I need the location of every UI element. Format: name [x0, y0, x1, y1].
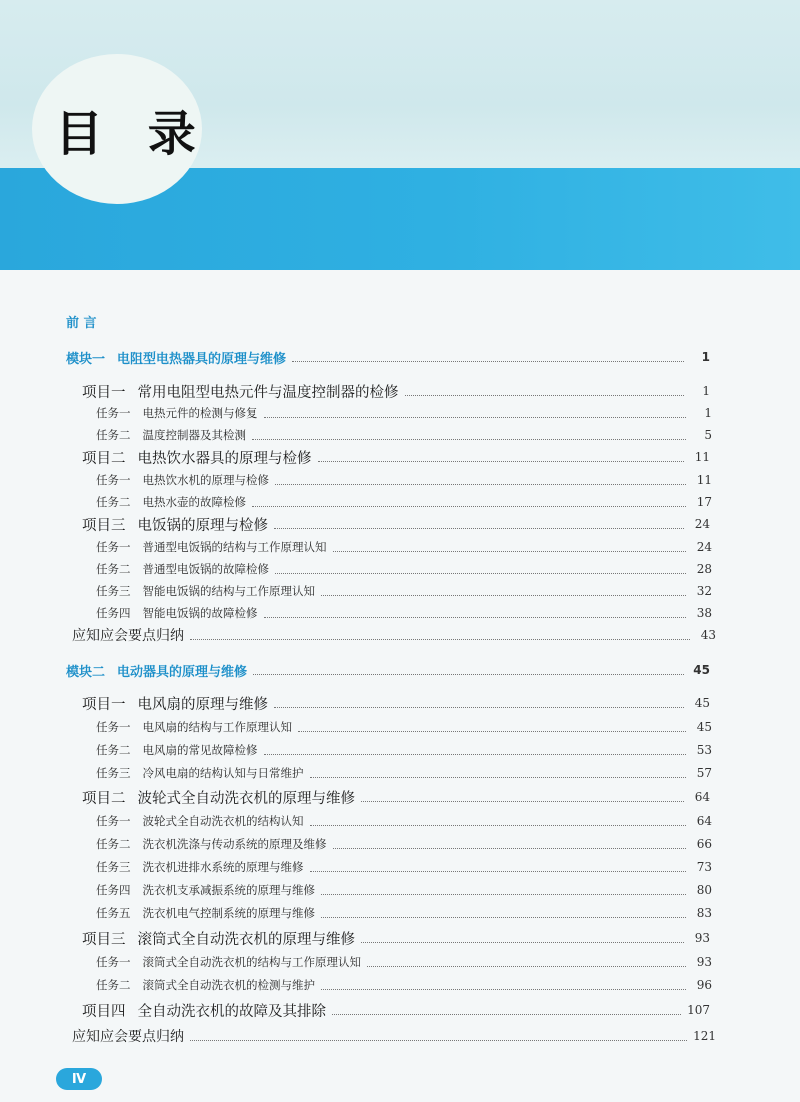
- toc-task-row[interactable]: [96, 602, 712, 624]
- dot-leader: [253, 674, 684, 675]
- toc-entry-label: [96, 765, 304, 781]
- toc-project-row[interactable]: [82, 786, 710, 808]
- toc-entry-number: 模块二: [66, 664, 106, 680]
- toc-entry-number: 任务二: [96, 743, 131, 757]
- toc-entry-title: 滚筒式全自动洗衣机的检测与维护: [142, 978, 315, 992]
- toc-entry-title: 前 言: [66, 315, 97, 331]
- toc-entry-label: [82, 928, 355, 949]
- toc-page-number: 11: [694, 450, 710, 464]
- toc-page-number: 45: [693, 663, 710, 677]
- toc-entry-title: 波轮式全自动洗衣机的结构认知: [142, 814, 304, 828]
- toc-task-row[interactable]: [96, 739, 712, 761]
- toc-entry-title: 洗衣机进排水系统的原理与维修: [142, 860, 304, 874]
- toc-entry-label: [96, 859, 304, 875]
- toc-module-row[interactable]: [66, 346, 710, 368]
- toc-entry-label: [96, 561, 269, 577]
- toc-page-number: 38: [696, 606, 712, 620]
- toc-task-row[interactable]: [96, 833, 712, 855]
- toc-entry-title: 电热饮水机的原理与检修: [142, 473, 269, 487]
- dot-leader: [332, 1014, 681, 1015]
- toc-task-row[interactable]: [96, 716, 712, 738]
- dot-leader: [298, 731, 686, 732]
- toc-page-number: 1: [701, 350, 710, 364]
- toc-summary-row[interactable]: [72, 1025, 716, 1047]
- dot-leader: [361, 942, 684, 943]
- toc-entry-label: [66, 312, 97, 331]
- dot-leader: [321, 917, 686, 918]
- toc-entry-label: [96, 427, 246, 443]
- toc-entry-title: 电风扇的常见故障检修: [142, 743, 258, 757]
- dot-leader: [321, 894, 686, 895]
- toc-entry-title: 波轮式全自动洗衣机的原理与维修: [137, 790, 355, 807]
- dot-leader: [361, 801, 684, 802]
- dot-leader: [252, 439, 686, 440]
- dot-leader: [292, 361, 684, 362]
- toc-page-number: 121: [693, 1029, 716, 1043]
- toc-entry-title: 冷风电扇的结构认知与日常维护: [142, 766, 304, 780]
- toc-entry-title: 全自动洗衣机的故障及其排除: [137, 1003, 326, 1020]
- toc-entry-number: 任务一: [96, 720, 131, 734]
- toc-entry-number: 任务一: [96, 473, 131, 487]
- toc-page-number: 64: [694, 790, 710, 804]
- toc-entry-label: [66, 661, 247, 680]
- toc-page-number: 17: [696, 495, 712, 509]
- toc-task-row[interactable]: [96, 879, 712, 901]
- dot-leader: [310, 777, 687, 778]
- toc-entry-number: 项目二: [82, 450, 126, 467]
- toc-page-number: 107: [687, 1003, 710, 1017]
- toc-task-row[interactable]: [96, 402, 712, 424]
- toc-entry-number: 任务三: [96, 766, 131, 780]
- toc-task-row[interactable]: [96, 424, 712, 446]
- toc-project-row[interactable]: [82, 513, 710, 535]
- toc-page-number: 80: [696, 883, 712, 897]
- dot-leader: [264, 417, 687, 418]
- toc-entry-label: [96, 905, 315, 921]
- toc-entry-label: [82, 1000, 326, 1021]
- dot-leader: [333, 551, 687, 552]
- toc-entry-title: 电风扇的原理与维修: [137, 696, 268, 713]
- toc-entry-label: [96, 977, 315, 993]
- toc-entry-label: [96, 605, 258, 621]
- dot-leader: [310, 871, 687, 872]
- toc-entry-label: [66, 348, 286, 367]
- toc-page-number: 1: [702, 384, 710, 398]
- toc-task-row[interactable]: [96, 491, 712, 513]
- toc-entry-number: 任务四: [96, 883, 131, 897]
- toc-page-number: 93: [694, 931, 710, 945]
- toc-entry-title: 普通型电饭锅的故障检修: [142, 562, 269, 576]
- toc-entry-title: 电饭锅的原理与检修: [137, 517, 268, 534]
- toc-entry-title: 洗衣机洗涤与传动系统的原理及维修: [142, 837, 327, 851]
- toc-entry-number: 项目四: [82, 1003, 126, 1020]
- toc-page-number: 24: [696, 540, 712, 554]
- toc-entry-number: 任务三: [96, 860, 131, 874]
- toc-task-row[interactable]: [96, 974, 712, 996]
- toc-page-number: 93: [696, 955, 712, 969]
- toc-page-number: 5: [704, 428, 712, 442]
- toc-project-row[interactable]: [82, 692, 710, 714]
- toc-entry-number: 项目三: [82, 517, 126, 534]
- toc-entry-number: 项目一: [82, 384, 126, 401]
- toc-entry-label: [72, 1026, 184, 1046]
- toc-entry-title: 应知应会要点归纳: [72, 1029, 184, 1045]
- toc-entry-number: 任务二: [96, 978, 131, 992]
- toc-page-number: 28: [696, 562, 712, 576]
- toc-project-row[interactable]: [82, 927, 710, 949]
- toc-page-number: 83: [696, 906, 712, 920]
- page-title: 目 录: [55, 106, 210, 162]
- toc-page-number: 66: [696, 837, 712, 851]
- dot-leader: [275, 484, 686, 485]
- toc-entry-title: 智能电饭锅的故障检修: [142, 606, 258, 620]
- toc-entry-label: [96, 813, 304, 829]
- toc-entry-title: 电阻型电热器具的原理与维修: [117, 351, 287, 367]
- toc-entry-title: 常用电阻型电热元件与温度控制器的检修: [137, 384, 399, 401]
- toc-entry-title: 应知应会要点归纳: [72, 628, 184, 644]
- toc-page-number: 11: [696, 473, 712, 487]
- toc-page-number: 73: [696, 860, 712, 874]
- toc-page-number: 24: [694, 517, 710, 531]
- dot-leader: [318, 461, 685, 462]
- toc-entry-number: 任务一: [96, 955, 131, 969]
- toc-project-row[interactable]: [82, 380, 710, 402]
- toc-entry-label: [96, 494, 246, 510]
- toc-entry-label: [82, 514, 268, 535]
- toc-project-row[interactable]: [82, 446, 710, 468]
- dot-leader: [367, 966, 686, 967]
- toc-page-number: 45: [696, 720, 712, 734]
- toc-page-number: 96: [696, 978, 712, 992]
- toc-module-row[interactable]: [66, 659, 710, 681]
- toc-entry-title: 电热饮水器具的原理与检修: [137, 450, 312, 467]
- toc-entry-label: [96, 954, 361, 970]
- toc-entry-title: 温度控制器及其检测: [142, 428, 246, 442]
- dot-leader: [274, 707, 684, 708]
- toc-page-number: 57: [696, 766, 712, 780]
- toc-entry-label: [82, 693, 268, 714]
- toc-entry-label: [96, 836, 327, 852]
- toc-entry-number: 项目三: [82, 931, 126, 948]
- toc-entry-label: [96, 539, 327, 555]
- dot-leader: [321, 595, 686, 596]
- toc-entry-number: 任务一: [96, 814, 131, 828]
- toc-page-number: 45: [694, 696, 710, 710]
- toc-entry-label: [96, 472, 269, 488]
- toc-entry-title: 滚筒式全自动洗衣机的结构与工作原理认知: [142, 955, 361, 969]
- toc-entry-title: 智能电饭锅的结构与工作原理认知: [142, 584, 315, 598]
- dot-leader: [252, 506, 686, 507]
- toc-project-row[interactable]: [82, 999, 710, 1021]
- toc-entry-number: 任务一: [96, 540, 131, 554]
- toc-page-number: 1: [704, 406, 712, 420]
- toc-entry-number: 项目二: [82, 790, 126, 807]
- page-number-badge: Ⅳ: [56, 1068, 102, 1090]
- toc-task-row[interactable]: [96, 951, 712, 973]
- toc-page-number: 64: [696, 814, 712, 828]
- toc-pre-row[interactable]: [66, 310, 690, 332]
- toc-page-number: 53: [696, 743, 712, 757]
- toc-entry-title: 洗衣机支承减振系统的原理与维修: [142, 883, 315, 897]
- toc-entry-number: 任务三: [96, 584, 131, 598]
- toc-entry-label: [96, 882, 315, 898]
- toc-entry-number: 任务二: [96, 562, 131, 576]
- toc-entry-label: [72, 625, 184, 645]
- toc-entry-number: 任务二: [96, 495, 131, 509]
- toc-entry-number: 任务一: [96, 406, 131, 420]
- dot-leader: [275, 573, 686, 574]
- toc-entry-number: 任务四: [96, 606, 131, 620]
- toc-task-row[interactable]: [96, 810, 712, 832]
- toc-task-row[interactable]: [96, 558, 712, 580]
- dot-leader: [333, 848, 687, 849]
- toc-entry-label: [96, 719, 292, 735]
- toc-entry-title: 普通型电饭锅的结构与工作原理认知: [142, 540, 327, 554]
- toc-entry-number: 项目一: [82, 696, 126, 713]
- toc-task-row[interactable]: [96, 902, 712, 924]
- toc-entry-number: 任务二: [96, 428, 131, 442]
- toc-entry-label: [82, 447, 312, 468]
- dot-leader: [264, 754, 687, 755]
- toc-summary-row[interactable]: [72, 624, 716, 646]
- toc-entry-label: [82, 787, 355, 808]
- dot-leader: [310, 825, 687, 826]
- toc-entry-number: 任务五: [96, 906, 131, 920]
- dot-leader: [405, 395, 685, 396]
- toc-task-row[interactable]: [96, 580, 712, 602]
- dot-leader: [190, 639, 690, 640]
- toc-entry-label: [96, 742, 258, 758]
- dot-leader: [321, 989, 686, 990]
- dot-leader: [274, 528, 684, 529]
- toc-entry-number: 任务二: [96, 837, 131, 851]
- toc-entry-title: 洗衣机电气控制系统的原理与维修: [142, 906, 315, 920]
- toc-entry-title: 电风扇的结构与工作原理认知: [142, 720, 292, 734]
- toc-task-row[interactable]: [96, 856, 712, 878]
- toc-page-number: 32: [696, 584, 712, 598]
- toc-entry-title: 电动器具的原理与维修: [117, 664, 248, 680]
- toc-entry-title: 滚筒式全自动洗衣机的原理与维修: [137, 931, 355, 948]
- toc-entry-label: [96, 583, 315, 599]
- toc-entry-title: 电热水壶的故障检修: [142, 495, 246, 509]
- dot-leader: [264, 617, 687, 618]
- toc-entry-label: [82, 381, 399, 402]
- toc-task-row[interactable]: [96, 469, 712, 491]
- toc-entry-title: 电热元件的检测与修复: [142, 406, 258, 420]
- toc-entry-label: [96, 405, 258, 421]
- toc-entry-number: 模块一: [66, 351, 106, 367]
- toc-task-row[interactable]: [96, 536, 712, 558]
- toc-task-row[interactable]: [96, 762, 712, 784]
- dot-leader: [190, 1040, 687, 1041]
- toc-page-number: 43: [700, 628, 716, 642]
